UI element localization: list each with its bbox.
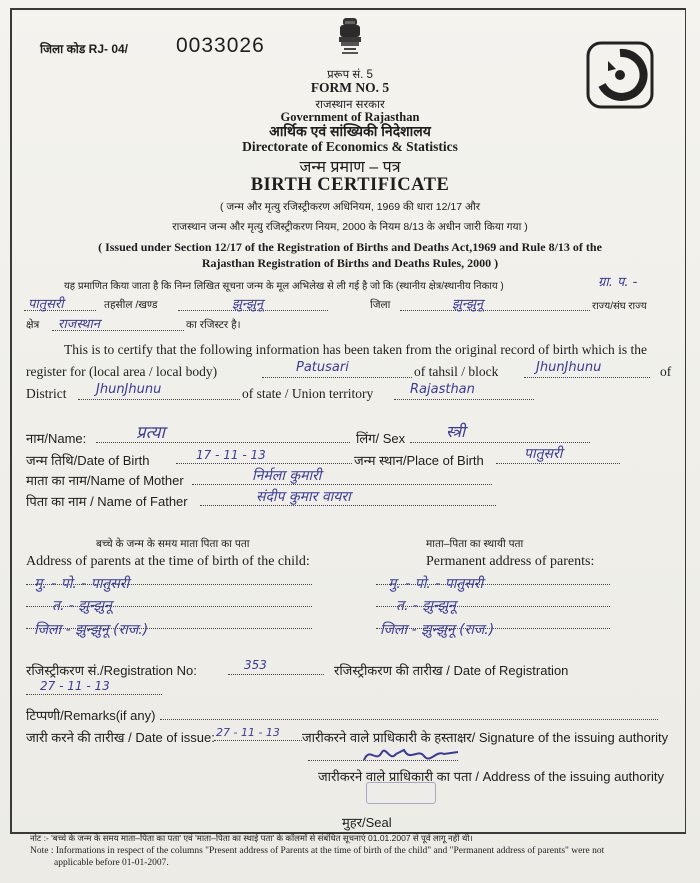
state-value-hindi: राजस्थान bbox=[58, 317, 101, 332]
district-value-hindi: झुन्झुनू bbox=[452, 297, 484, 312]
mother-name-value: निर्मला कुमारी bbox=[252, 468, 322, 484]
remarks-dotted-line bbox=[160, 719, 658, 720]
ashoka-emblem-icon bbox=[334, 16, 366, 62]
remarks-label: टिप्पणी/Remarks(if any) bbox=[26, 708, 156, 723]
seal-label: मुहर/Seal bbox=[342, 815, 392, 830]
note-hindi: नोट :- 'बच्चे के जन्म के समय माता–पिता का पता' एवं 'माता–पिता का स्थाई पता' के कॉलमों से संबंधित सूचनाएं 01.01.2007 से पूर्व लागू नहीं थी। bbox=[30, 833, 473, 843]
mother-name-label: माता का नाम/Name of Mother bbox=[26, 473, 184, 488]
pob-label: जन्म स्थान/Place of Birth bbox=[354, 453, 484, 468]
registration-date-label: रजिस्ट्रीकरण की तारीख / Date of Registration bbox=[334, 663, 569, 678]
tehsil-label-hindi: तहसील /खण्ड bbox=[104, 299, 158, 311]
tehsil-value-hindi: झुन्झुनू bbox=[232, 297, 264, 312]
district-value-english: JhunJhunu bbox=[96, 382, 162, 397]
issue-date-value: 27 - 11 - 13 bbox=[216, 726, 280, 739]
state-english-dotted-line bbox=[394, 399, 534, 400]
father-name-value: संदीप कुमार वायरा bbox=[256, 489, 351, 505]
certify-hindi-line-1: यह प्रमाणित किया जाता है कि निम्न लिखित सूचना जन्म के मूल अभिलेख से ली गई है जो कि (स्थानीय क्षेत्र/स्थानीय निकाय ) bbox=[64, 281, 504, 292]
act-hindi-line-2: राजस्थान जन्म और मृत्यु रजिस्ट्रीकरण नियम, 2000 के नियम 8/13 के अधीन जारी किया गया ) bbox=[172, 221, 528, 233]
registration-date-dotted-line bbox=[26, 694, 162, 695]
directorate-name: Directorate of Economics & Statistics bbox=[242, 139, 458, 154]
birth-address-label-hindi: बच्चे के जन्म के समय माता पिता का पता bbox=[96, 538, 250, 550]
father-name-label: पिता का नाम / Name of Father bbox=[26, 494, 188, 509]
sex-value: स्त्री bbox=[446, 422, 466, 441]
signature-scribble-icon bbox=[360, 742, 470, 768]
pob-dotted-line bbox=[496, 463, 620, 464]
name-value: प्रत्या bbox=[136, 423, 165, 443]
pob-value: पातुसरी bbox=[524, 446, 563, 462]
register-for-label: register for (local area / local body) bbox=[26, 364, 218, 379]
certificate-title-hindi: जन्म प्रमाण – पत्र bbox=[299, 159, 401, 176]
dob-dotted-line bbox=[176, 463, 352, 464]
district-code: जिला कोड RJ- 04/ bbox=[40, 42, 129, 56]
note-english-line-1: Note : Informations in respect of the columns "Present address of Parents at the time of birth of the child" and "Permanent address of parents" were not bbox=[30, 846, 605, 856]
birth-address-value-2: त. - झुन्झुनू bbox=[52, 598, 112, 614]
local-body-value-english: Patusari bbox=[296, 360, 349, 375]
birth-address-value-3: जिला - झुन्झुनू (राज.) bbox=[34, 622, 149, 638]
authority-dotted-line bbox=[308, 760, 458, 761]
government-hindi: राजस्थान सरकार bbox=[315, 99, 385, 111]
seal-stamp-icon bbox=[366, 782, 436, 804]
directorate-hindi: आर्थिक एवं सांख्यिकी निदेशालय bbox=[269, 123, 431, 139]
local-body-value: ग्रा. प. - bbox=[598, 275, 638, 290]
local-body-dotted-line bbox=[262, 377, 412, 378]
district-english-dotted-line bbox=[78, 399, 240, 400]
permanent-address-value-1: मु. - पो. - पातुसरी bbox=[388, 576, 484, 592]
state-label-hindi: राज्य/संघ राज्य bbox=[592, 301, 647, 312]
signature-label: जारीकरने वाले प्राधिकारी के हस्ताक्षर/ Signature of the issuing authority bbox=[302, 730, 669, 745]
district-label-english: District bbox=[26, 386, 67, 401]
issue-date-dotted-line bbox=[214, 740, 302, 741]
birth-address-value-1: मु. - पो. - पातुसरी bbox=[34, 576, 130, 592]
registration-number-label: रजिस्ट्रीकरण सं./Registration No: bbox=[26, 663, 197, 678]
birth-address-label: Address of parents at the time of birth of the child: bbox=[26, 554, 310, 569]
name-dotted-line bbox=[96, 442, 350, 443]
of-label: of bbox=[660, 364, 672, 379]
name-label: नाम/Name: bbox=[26, 431, 87, 446]
district-dotted-line bbox=[400, 310, 590, 311]
tehsil-english-dotted-line bbox=[524, 377, 650, 378]
serial-number: 0033026 bbox=[176, 34, 265, 57]
sex-label: लिंग/ Sex bbox=[356, 431, 406, 446]
certify-english-line-1: This is to certify that the following information has been taken from the original record of birth which is the bbox=[64, 342, 647, 357]
certificate-title: BIRTH CERTIFICATE bbox=[250, 175, 450, 195]
dob-value: 17 - 11 - 13 bbox=[196, 448, 266, 462]
government-name: Government of Rajasthan bbox=[280, 110, 420, 124]
district-label-hindi: जिला bbox=[370, 299, 391, 311]
area-label-hindi: क्षेत्र bbox=[26, 319, 40, 331]
sex-dotted-line bbox=[410, 442, 590, 443]
act-english-line-2: Rajasthan Registration of Births and Deaths Rules, 2000 ) bbox=[201, 256, 499, 270]
village-value: पातुसरी bbox=[28, 297, 64, 312]
state-value-english: Rajasthan bbox=[410, 382, 475, 397]
registration-number-value: 353 bbox=[244, 658, 267, 672]
register-suffix-hindi: का रजिस्टर है। bbox=[186, 319, 241, 331]
mother-name-dotted-line bbox=[192, 484, 492, 485]
form-number: FORM NO. 5 bbox=[310, 80, 390, 95]
authority-address-label: जारीकरने वाले प्राधिकारी का पता / Address of the issuing authority bbox=[318, 769, 664, 784]
issue-date-label: जारी करने की तारीख / Date of issue: bbox=[26, 730, 215, 745]
permanent-address-value-3: जिला - झुन्झुनू (राज.) bbox=[380, 622, 495, 638]
permanent-address-label-hindi: माता–पिता का स्थायी पता bbox=[426, 538, 524, 550]
permanent-address-value-2: त. - झुन्झुनू bbox=[396, 598, 456, 614]
dob-label: जन्म तिथि/Date of Birth bbox=[26, 453, 150, 468]
tehsil-value-english: JhunJhunu bbox=[536, 360, 602, 375]
state-label-english: of state / Union territory bbox=[242, 386, 374, 401]
tehsil-label-english: of tahsil / block bbox=[414, 364, 499, 379]
registration-date-value: 27 - 11 - 13 bbox=[40, 679, 110, 693]
form-number-hindi: प्ररूप सं. 5 bbox=[327, 69, 373, 81]
permanent-address-label: Permanent address of parents: bbox=[426, 554, 595, 569]
act-hindi-line-1: ( जन्म और मृत्यु रजिस्ट्रीकरण अधिनियम, 1969 की धारा 12/17 और bbox=[219, 201, 481, 213]
act-english-line-1: ( Issued under Section 12/17 of the Registration of Births and Deaths Act,1969 and Rule 8/13 of the bbox=[98, 240, 602, 254]
note-english-line-2: applicable before 01-01-2007. bbox=[54, 858, 169, 868]
registration-number-dotted-line bbox=[228, 674, 324, 675]
